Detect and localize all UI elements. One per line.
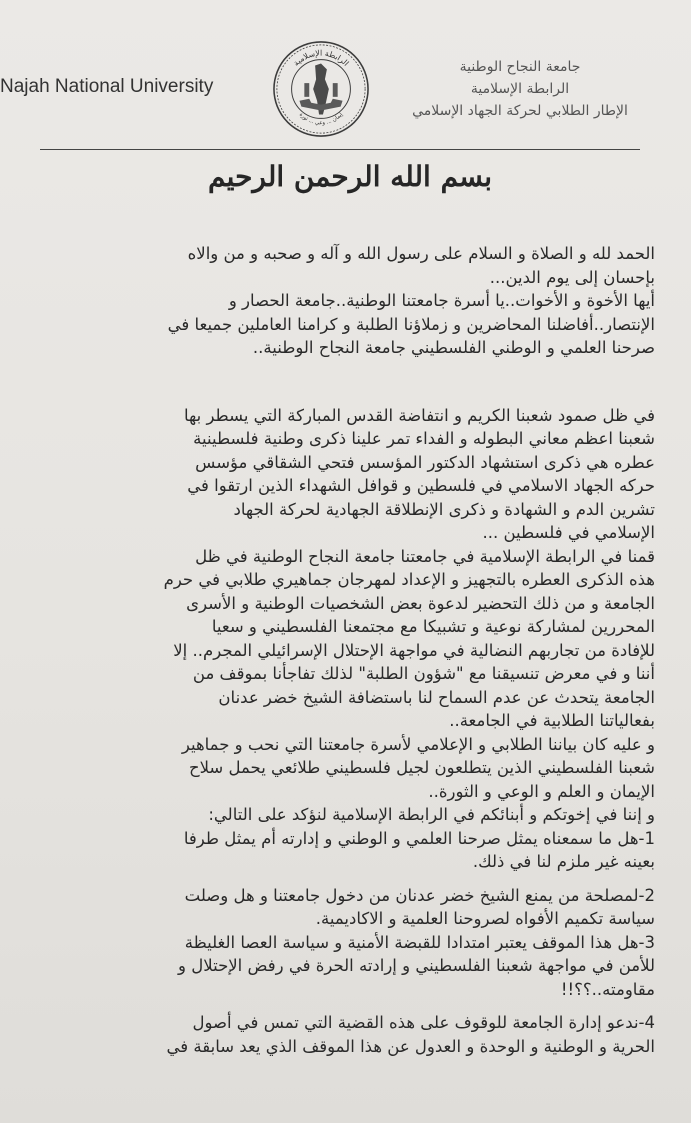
basmala-heading: بسم الله الرحمن الرحيم: [208, 160, 492, 193]
text-line: الإسلامي في فلسطين ...: [482, 523, 655, 542]
text-line: 4-ندعو إدارة الجامعة للوقوف على هذه القضية التي تمس في أصول: [192, 1013, 655, 1032]
league-logo: [272, 40, 370, 138]
text-line: 1-هل ما سمعناه يمثل صرحنا العلمي و الوطني و إدارته أم يمثل طرفا: [183, 828, 655, 848]
text-line: بفعالياتنا الطلابية في الجامعة..: [449, 711, 655, 730]
text-line: المحررين لمشاركة نوعية و تشبيكا مع مجتمعنا الفلسطيني و سعيا: [211, 617, 655, 636]
point-4: [36, 1011, 655, 1058]
text-line: صرحنا العلمي و الوطني الفلسطيني جامعة النجاح الوطنية..: [252, 338, 655, 357]
text-line: الحرية و الوطنية و الوحدة و العدول عن هذا الموقف الذي يعد سابقة في: [166, 1036, 655, 1056]
context-paragraph: [36, 404, 655, 545]
text-line: شعبنا الفلسطيني الذين يتطلعون لجيل فلسطيني طلائعي يحمل سلاح: [188, 758, 655, 777]
header-arabic-block: [385, 56, 655, 122]
text-line: بإحسان إلى يوم الدين...: [489, 267, 655, 287]
text-line: هذه الذكرى العطره بالتجهيز و الإعداد لمهرجان جماهيري طلابي في حرم: [163, 570, 655, 589]
text-line: مقاومته..؟؟!!: [560, 979, 655, 999]
logo-motto-text: إيمان ... وعي ... ثورة: [297, 111, 345, 127]
university-name-english: Najah National University: [0, 76, 214, 97]
university-name-arabic: جامعة النجاح الوطنية: [459, 59, 581, 75]
text-line: قمنا في الرابطة الإسلامية في جامعتنا جامعة النجاح الوطنية في ظل: [195, 546, 655, 566]
text-line: للأمن في مواجهة شعبنا الفلسطيني و إرادته الحرة في رفض الإحتلال و: [178, 956, 655, 975]
text-line: 2-لمصلحة من يمنع الشيخ خضر عدنان من دخول جامعتنا و هل وصلت: [184, 885, 655, 905]
league-name: الرابطة الإسلامية: [470, 81, 570, 97]
text-line: الإنتصار..أفاضلنا المحاضرين و زملاؤنا الطلبة و كرامنا العاملين جميعا في: [167, 314, 655, 334]
text-line: الحمد لله و الصلاة و السلام على رسول الله و آله و صحبه و من والاه: [187, 244, 655, 263]
text-line: شعبنا اعظم معاني البطوله و الفداء تمر علينا ذكرى وطنية فلسطينية: [193, 429, 655, 448]
framework-name: الإطار الطلابي لحركة الجهاد الإسلامي: [412, 103, 628, 119]
letter-body: [36, 242, 655, 1058]
text-line: في ظل صمود شعبنا الكريم و انتفاضة القدس المباركة التي يسطر بها: [183, 405, 655, 425]
text-line: الجامعة و من ذلك التحضير لدعوة بعض الشخصيات الوطنية و الأسرى: [186, 593, 655, 613]
text-line: أننا و في معرض تنسيقنا مع "شؤون الطلبة" لذلك تفاجأنا بموقف من: [192, 664, 655, 683]
text-line: للإفادة من تجاربهم النضالية في مواجهة الإحتلال الإسرائيلي المجرم.. إلا: [173, 640, 655, 660]
text-line: و إننا في إخوتكم و أبنائكم في الرابطة الإسلامية لنؤكد على التالي:: [208, 805, 655, 824]
point-1: [36, 827, 655, 874]
opening-paragraph: [36, 242, 655, 360]
text-line: الجامعة يتحدث عن عدم السماح لنا باستضافة الشيخ خضر عدنان: [218, 687, 655, 707]
text-line: عطره هي ذكرى استشهاد الدكتور المؤسس فتحي الشقاقي مؤسس: [195, 452, 655, 472]
text-line: الإيمان و العلم و الوعي و الثورة..: [428, 781, 655, 801]
text-line: و عليه كان بياننا الطلابي و الإعلامي لأسرة جامعتنا التي نحب و جماهير: [181, 734, 655, 754]
text-line: تشرين الدم و الشهادة و ذكرى الإنطلاقة الجهادية لحركة الجهاد: [233, 499, 655, 519]
text-line: حركه الجهاد الاسلامي في فلسطين و قوافل الشهداء الذين ارتقوا في: [187, 476, 655, 495]
logo-arc-text: الرابطة الإسلامية: [291, 48, 351, 68]
text-line: سياسة تكميم الأفواه لصروحنا العلمية و الاكاديمية.: [315, 909, 655, 928]
header-divider: [40, 149, 640, 150]
text-line: أيها الأخوة و الأخوات..يا أسرة جامعتنا الوطنية..جامعة الحصار و: [228, 291, 655, 310]
statement-paragraph: [36, 733, 655, 827]
text-line: بعينه غير ملزم لنا في ذلك.: [472, 852, 655, 871]
point-3: [36, 931, 655, 1002]
text-line: 3-هل هذا الموقف يعتبر امتدادا للقبضة الأمنية و سياسة العصا الغليظة: [184, 932, 655, 952]
preparation-paragraph: [36, 545, 655, 733]
point-2: [36, 884, 655, 931]
